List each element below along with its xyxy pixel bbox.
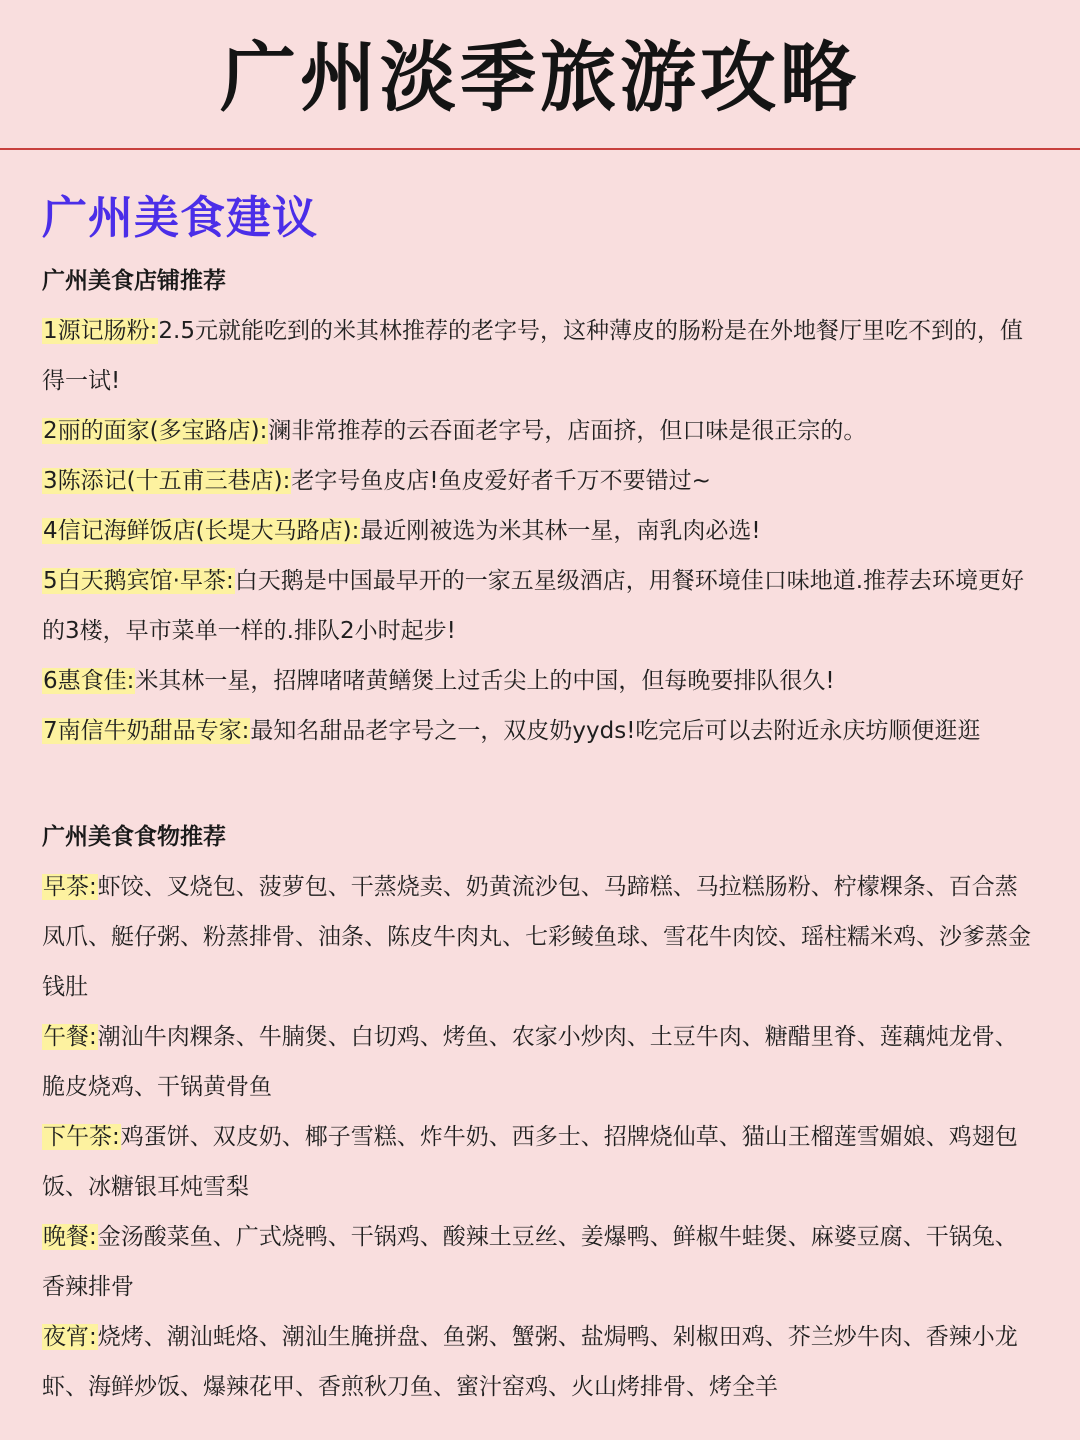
item-desc: 澜非常推荐的云吞面老字号，店面挤，但口味是很正宗的。 (268, 418, 867, 444)
list-item (42, 556, 1040, 656)
list-item (42, 1012, 1040, 1112)
item-label: 3陈添记(十五甫三巷店): (43, 468, 291, 494)
list-item (42, 1312, 1040, 1412)
shops-heading: 广州美食店铺推荐 (42, 268, 226, 294)
item-label: 夜宵: (43, 1324, 97, 1350)
list-item (42, 706, 1040, 756)
item-label: 6惠食佳: (43, 668, 135, 694)
item-desc: 虾饺、叉烧包、菠萝包、干蒸烧卖、奶黄流沙包、马蹄糕、马拉糕肠粉、柠檬粿条、百合蒸凤爪、艇仔粥、粉蒸排骨、油条、陈皮牛肉丸、七彩鲮鱼球、雪花牛肉饺、瑶柱糯米鸡、沙爹蒸金钱肚 (42, 874, 1031, 1000)
item-desc: 金汤酸菜鱼、广式烧鸭、干锅鸡、酸辣土豆丝、姜爆鸭、鲜椒牛蛙煲、麻婆豆腐、干锅兔、香辣排骨 (42, 1224, 1018, 1300)
list-item (42, 862, 1040, 1012)
item-desc: 烧烤、潮汕蚝烙、潮汕生腌拼盘、鱼粥、蟹粥、盐焗鸭、剁椒田鸡、芥兰炒牛肉、香辣小龙虾、海鲜炒饭、爆辣花甲、香煎秋刀鱼、蜜汁窑鸡、火山烤排骨、烤全羊 (42, 1324, 1018, 1400)
item-label: 2丽的面家(多宝路店): (43, 418, 268, 444)
foods-heading: 广州美食食物推荐 (42, 824, 226, 850)
list-item (42, 506, 1040, 556)
item-desc: 米其林一星，招牌啫啫黄鳝煲上过舌尖上的中国，但每晚要排队很久! (135, 668, 835, 694)
list-item (42, 406, 1040, 456)
section-title: 广州美食建议 (42, 191, 319, 244)
page-header (0, 0, 1080, 150)
item-desc: 白天鹅是中国最早开的一家五星级酒店，用餐环境佳口味地道.推荐去环境更好的3楼，早市菜单一样的.排队2小时起步! (42, 568, 1025, 644)
content (0, 188, 1080, 1412)
list-item (42, 1112, 1040, 1212)
page-title: 广州淡季旅游攻略 (220, 33, 860, 122)
shop-list (42, 306, 1040, 756)
item-label: 7南信牛奶甜品专家: (43, 718, 250, 744)
item-desc: 潮汕牛肉粿条、牛腩煲、白切鸡、烤鱼、农家小炒肉、土豆牛肉、糖醋里脊、莲藕炖龙骨、脆皮烧鸡、干锅黄骨鱼 (42, 1024, 1018, 1100)
item-desc: 老字号鱼皮店!鱼皮爱好者千万不要错过~ (291, 468, 711, 494)
list-item (42, 1212, 1040, 1312)
item-desc: 2.5元就能吃到的米其林推荐的老字号，这种薄皮的肠粉是在外地餐厅里吃不到的，值得一试! (42, 318, 1023, 394)
item-label: 早茶: (43, 874, 97, 900)
list-item (42, 456, 1040, 506)
item-label: 4信记海鲜饭店(长堤大马路店): (43, 518, 360, 544)
item-desc: 最知名甜品老字号之一，双皮奶yyds!吃完后可以去附近永庆坊顺便逛逛 (250, 718, 981, 744)
item-label: 1源记肠粉: (43, 318, 158, 344)
item-label: 下午茶: (43, 1124, 120, 1150)
item-label: 晚餐: (43, 1224, 97, 1250)
item-desc: 鸡蛋饼、双皮奶、椰子雪糕、炸牛奶、西多士、招牌烧仙草、猫山王榴莲雪媚娘、鸡翅包饭、冰糖银耳炖雪梨 (42, 1124, 1018, 1200)
food-list (42, 862, 1040, 1412)
list-item (42, 306, 1040, 406)
item-label: 5白天鹅宾馆·早茶: (43, 568, 234, 594)
item-label: 午餐: (43, 1024, 97, 1050)
item-desc: 最近刚被选为米其林一星，南乳肉必选! (360, 518, 761, 544)
list-item (42, 656, 1040, 706)
